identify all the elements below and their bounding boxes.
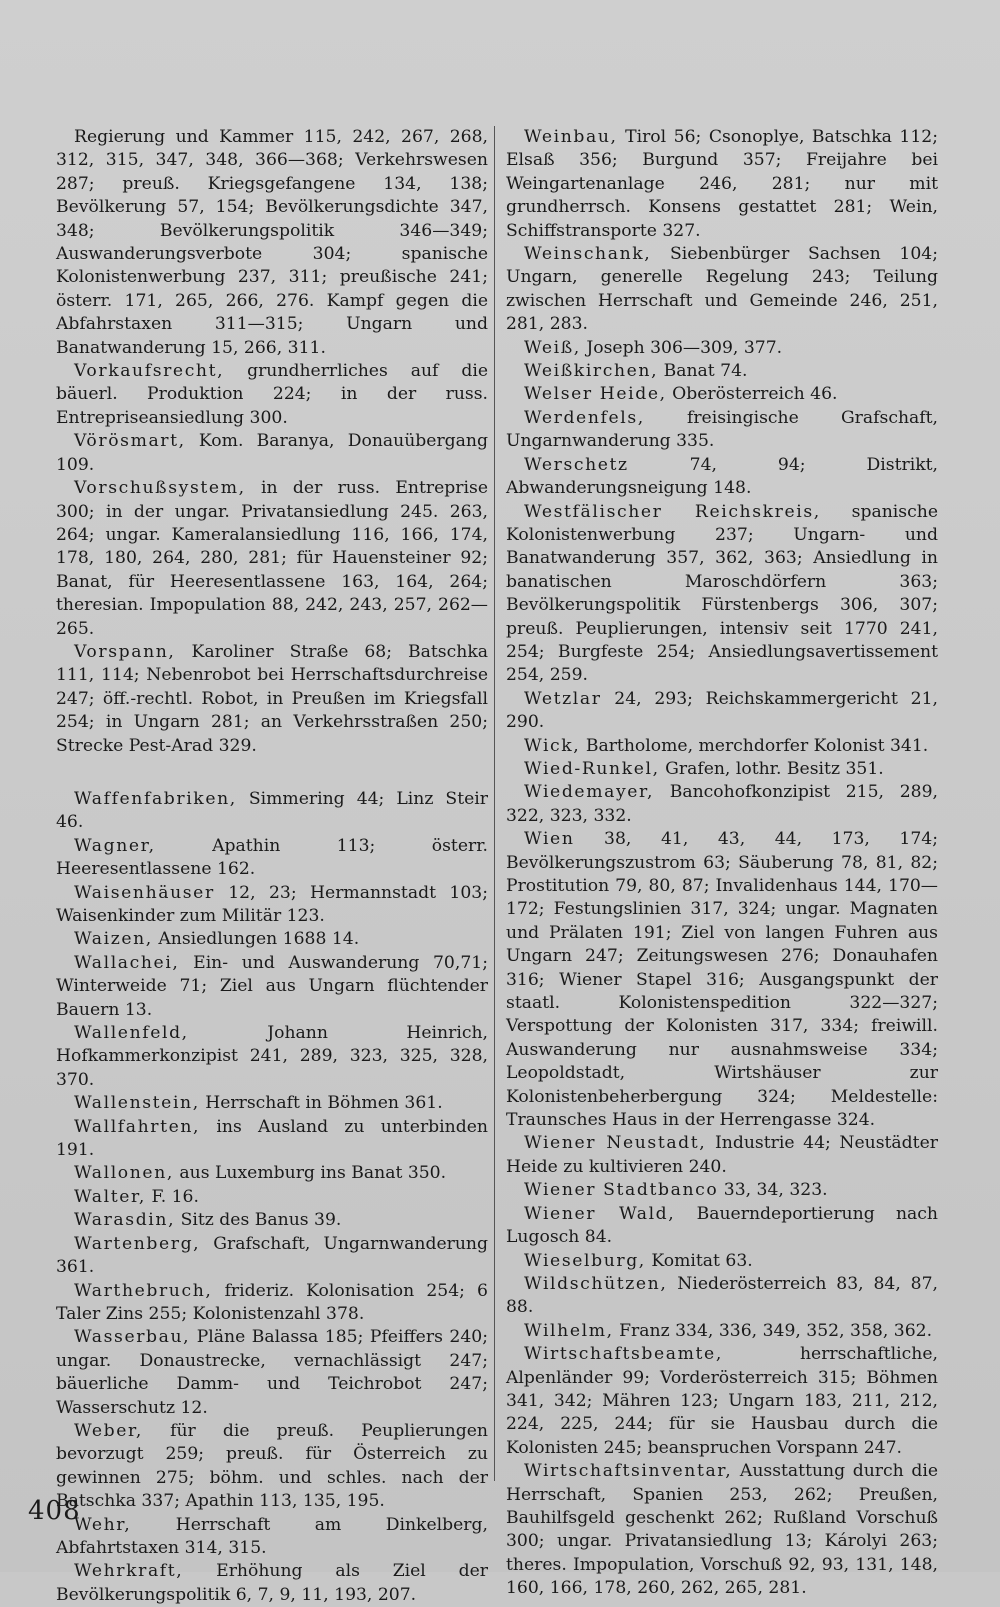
entry-text: Ausstattung durch die Herrschaft, Spanien 253, 262; Preußen, Bauhilfsgeld geschenkt 262; Rußland Vorschuß 300; ungar. Privatansiedlung 13; Károlyi 263; theres. Impopulation, Vorschuß 92, 93, 131, 148, 160, 166, 178, 260, 262, 265, 281. — [506, 1461, 938, 1599]
entry-heading: Westfälischer Reichskreis, — [524, 501, 821, 522]
index-entry — [56, 1280, 488, 1327]
entry-heading: Wiener Neustadt, — [524, 1133, 707, 1154]
entry-heading: Warasdin, — [74, 1210, 176, 1231]
entry-text: für die preuß. Peuplierungen bevorzugt 259; preuß. für Österreich zu gewinnen 275; böhm. und schles. nach der Batschka 337; Apathin 113, 135, 195. — [56, 1420, 488, 1512]
entry-text: Bauerndeportierung nach Lugosch 84. — [506, 1203, 938, 1248]
entry-heading: Wehrkraft, — [74, 1561, 184, 1582]
entry-heading: Werschetz — [524, 454, 629, 475]
index-entry — [506, 1320, 938, 1343]
index-entry — [56, 788, 488, 835]
index-entry — [56, 430, 488, 477]
entry-text: Erhöhung als Ziel der Bevölkerungspolitik 6, 7, 9, 11, 193, 207. — [56, 1561, 488, 1605]
entry-heading: Wallfahrten, — [74, 1116, 201, 1137]
entry-heading: Waisenhäuser — [74, 882, 215, 903]
index-entry — [56, 952, 488, 1022]
index-entry — [56, 1209, 488, 1232]
entry-text: Simmering 44; Linz Steir 46. — [56, 788, 488, 833]
entry-heading: Wartenberg, — [74, 1233, 201, 1254]
entry-heading: Waizen, — [74, 929, 153, 950]
index-entry — [506, 454, 938, 501]
entry-text: Regierung und Kammer 115, 242, 267, 268, 312, 315, 347, 348, 366—368; Verkehrswesen 287; preuß. Kriegsgefangene 134, 138; Bevölkerung 57, 154; Bevölkerungsdichte 347, 348; Bevölkerungspolitik 346—349; Auswanderungsverbote 304; spanische Kolonistenwerbung 237, 311; preußische 241; österr. 171, 265, 266, 276. Kampf gegen die Abfahrstaxen 311—315; Ungarn und Banatwanderung 15, 266, 311. — [56, 127, 488, 358]
index-entry — [56, 1560, 488, 1607]
entry-heading: Werdenfels, — [524, 407, 645, 428]
entry-heading: Warthebruch, — [74, 1280, 213, 1301]
index-entry — [506, 1250, 938, 1273]
entry-text: ins Ausland zu unterbinden 191. — [56, 1116, 488, 1161]
entry-heading: Wildschützen, — [524, 1273, 668, 1294]
index-entry — [56, 1116, 488, 1163]
entry-text: Herrschaft in Böhmen 361. — [199, 1093, 443, 1114]
index-entry — [56, 1326, 488, 1420]
index-entry — [506, 758, 938, 781]
index-entry — [506, 735, 938, 758]
index-entry — [506, 243, 938, 337]
entry-text: Bartholome, merchdorfer Kolonist 341. — [580, 735, 929, 756]
index-entry — [56, 477, 488, 641]
entry-heading: Wasserbau, — [74, 1327, 191, 1348]
entry-text: Joseph 306—309, 377. — [580, 337, 783, 358]
entry-text: Oberösterreich 46. — [666, 384, 838, 405]
entry-text: Johann Heinrich, Hofkammerkonzipist 241, 289, 323, 325, 328, 370. — [56, 1023, 488, 1090]
entry-heading: Wiener Wald, — [524, 1203, 676, 1224]
entry-text: Niederösterreich 83, 84, 87, 88. — [506, 1273, 938, 1318]
entry-heading: Weiß, — [524, 337, 581, 358]
entry-text: Sitz des Banus 39. — [175, 1210, 342, 1231]
index-entry — [506, 126, 938, 243]
entry-heading: Wien — [524, 829, 575, 850]
entry-text: Karoliner Straße 68; Batschka 111, 114; Nebenrobot bei Herrschaftsdurchreise 247; öff.-rechtl. Robot, in Preußen im Kriegsfall 254; in Ungarn 281; an Verkehrsstraßen 250; Strecke Pest-Arad 329. — [56, 641, 488, 756]
entry-heading: Wallonen, — [74, 1163, 174, 1184]
entry-text: Herrschaft am Dinkelberg, Abfahrtstaxen 314, 315. — [56, 1514, 488, 1558]
left-column — [56, 126, 488, 1607]
entry-text: Pläne Balassa 185; Pfeiffers 240; ungar. Donaustrecke, vernachlässigt 247; bäuerliche Damm- und Teichrobot 247; Wasserschutz 12. — [56, 1327, 488, 1418]
index-entry — [506, 688, 938, 735]
entry-heading: Weißkirchen, — [524, 361, 659, 382]
entry-heading: Walter, — [74, 1186, 146, 1207]
index-entry — [56, 835, 488, 882]
entry-heading: Wieselburg, — [524, 1250, 646, 1271]
entry-heading: Wilhelm, — [524, 1320, 614, 1341]
entry-text: 24, 293; Reichskammergericht 21, 290. — [506, 688, 938, 733]
entry-heading: Wehr, — [74, 1514, 132, 1535]
entry-heading: Weinbau, — [524, 127, 618, 147]
index-entry — [56, 882, 488, 929]
entry-text: Grafen, lothr. Besitz 351. — [659, 758, 884, 779]
entry-heading: Wied-Runkel, — [524, 758, 660, 779]
entry-text: Banat 74. — [658, 361, 748, 382]
index-entry — [506, 360, 938, 383]
entry-heading: Wirtschaftsinventar, — [524, 1461, 733, 1482]
index-entry — [56, 126, 488, 360]
entry-heading: Wiener Stadtbanco — [524, 1180, 719, 1201]
entry-text: Ein- und Auswanderung 70,71; Winterweide 71; Ziel aus Ungarn flüchtender Bauern 13. — [56, 952, 488, 1020]
entry-text: grundherrliches auf die bäuerl. Produktion 224; in der russ. Entrepriseansiedlung 300. — [56, 361, 488, 428]
index-entry — [56, 1420, 488, 1514]
index-entry — [56, 1022, 488, 1092]
entry-heading: Wirtschaftsbeamte, — [524, 1344, 723, 1365]
entry-heading: Vorspann, — [74, 641, 176, 662]
page-number: 408 — [28, 1496, 81, 1526]
entry-heading: Wallenfeld, — [74, 1023, 189, 1044]
entry-text: aus Luxemburg ins Banat 350. — [173, 1163, 447, 1184]
entry-heading: Weber, — [74, 1420, 143, 1441]
column-divider — [494, 126, 495, 1481]
index-entry — [56, 641, 488, 758]
entry-heading: Weinschank, — [524, 244, 652, 265]
index-entry — [506, 781, 938, 828]
entry-text: 38, 41, 43, 44, 173, 174; Bevölkerungszustrom 63; Säuberung 78, 81, 82; Prostitution 79, 80, 87; Invalidenhaus 144, 170—172; Festungslinien 317, 324; ungar. Magnaten und Prälaten 191; Ziel von langen Fuhren aus Ungarn 247; Zeitungswesen 276; Donauhafen 316; Wiener Stapel 316; Ausgangspunkt der staatl. Kolonistenspedition 322—327; Verspottung der Kolonisten 317, 334; freiwill. Auswanderung nur ausnahmsweise 334; Leopoldstadt, Wirtshäuser zur Kolonistenbeherbergung 324; Meldestelle: Traunsches Haus in der Herrengasse 324. — [506, 829, 938, 1131]
entry-heading: Vorkaufsrecht, — [74, 361, 225, 382]
entry-text: 33, 34, 323. — [718, 1180, 828, 1201]
entry-text: 74, 94; Distrikt, Abwanderungsneigung 148. — [506, 454, 938, 499]
entry-heading: Welser Heide, — [524, 384, 667, 405]
index-entry — [56, 928, 488, 951]
entry-heading: Waffenfabriken, — [74, 788, 237, 809]
entry-heading: Wiedemayer, — [524, 782, 655, 803]
index-entry — [56, 1233, 488, 1280]
entry-text: herrschaftliche, Alpenländer 99; Vorderösterreich 315; Böhmen 341, 342; Mähren 123; Ungarn 183, 211, 212, 224, 225, 244; für sie Hausbau durch die Kolonisten 245; beanspruchen Vorspann 247. — [506, 1344, 938, 1458]
index-entry — [506, 1179, 938, 1202]
entry-text: Tirol 56; Csonoplye, Batschka 112; Elsaß 356; Burgund 357; Freijahre bei Weingartenanlage 246, 281; nur mit grundherrsch. Konsens gestattet 281; Wein, Schiffstransporte 327. — [506, 127, 938, 241]
index-entry — [56, 1092, 488, 1115]
entry-text: 12, 23; Hermannstadt 103; Waisenkinder zum Militär 123. — [56, 882, 488, 926]
entry-text: spanische Kolonistenwerbung 237; Ungarn- und Banatwanderung 357, 362, 363; Ansiedlung in banatischen Maroschdörfern 363; Bevölkerungspolitik Fürstenbergs 306, 307; preuß. Peuplierungen, intensiv seit 1770 241, 254; Burgfeste 254; Ansiedlungsavertissement 254, 259. — [506, 501, 938, 686]
entry-text: Siebenbürger Sachsen 104; Ungarn, generelle Regelung 243; Teilung zwischen Herrschaft und Gemeinde 246, 251, 281, 283. — [506, 244, 938, 335]
index-entry — [56, 1186, 488, 1209]
entry-text: freisingische Grafschaft, Ungarnwanderung 335. — [506, 407, 938, 452]
index-entry — [56, 360, 488, 430]
index-entry — [56, 1162, 488, 1185]
index-entry — [506, 1273, 938, 1320]
entry-heading: Vörösmart, — [74, 431, 186, 452]
index-entry — [506, 1132, 938, 1179]
index-entry — [506, 1343, 938, 1460]
entry-heading: Vorschußsystem, — [74, 478, 246, 499]
index-entry — [506, 1203, 938, 1250]
index-entry — [56, 1514, 488, 1561]
entry-text: Franz 334, 336, 349, 352, 358, 362. — [613, 1320, 933, 1341]
entry-heading: Wetzlar — [524, 688, 602, 709]
index-entry — [506, 828, 938, 1132]
entry-text: Apathin 113; österr. Heeresentlassene 162. — [56, 835, 488, 880]
right-column — [506, 126, 938, 1601]
entry-text: frideriz. Kolonisation 254; 6 Taler Zins 255; Kolonistenzahl 378. — [56, 1280, 488, 1324]
entry-text: Industrie 44; Neustädter Heide zu kultivieren 240. — [506, 1133, 938, 1177]
entry-text: Komitat 63. — [645, 1250, 753, 1271]
entry-heading: Wick, — [524, 735, 581, 756]
index-entry — [506, 407, 938, 454]
entry-text: Ansiedlungen 1688 14. — [152, 929, 360, 950]
index-entry — [506, 337, 938, 360]
entry-heading: Wagner, — [74, 835, 156, 856]
entry-text: in der russ. Entreprise 300; in der ungar. Privatansiedlung 245. 263, 264; ungar. Kameralansiedlung 116, 166, 174, 178, 180, 264, 280, 281; für Hauensteiner 92; Banat, für Heeresentlassene 163, 164, 264; theresian. Impopulation 88, 242, 243, 257, 262—265. — [56, 478, 488, 639]
entry-heading: Wallenstein, — [74, 1093, 200, 1114]
entry-text: Grafschaft, Ungarnwanderung 361. — [56, 1233, 488, 1278]
index-entry — [506, 383, 938, 406]
entry-text: Bancohofkonzipist 215, 289, 322, 323, 332. — [506, 782, 938, 826]
entry-text: F. 16. — [145, 1186, 199, 1207]
entry-heading: Wallachei, — [74, 952, 180, 973]
index-entry — [506, 501, 938, 688]
entry-text: Kom. Baranya, Donauübergang 109. — [56, 431, 488, 475]
index-entry — [506, 1460, 938, 1600]
